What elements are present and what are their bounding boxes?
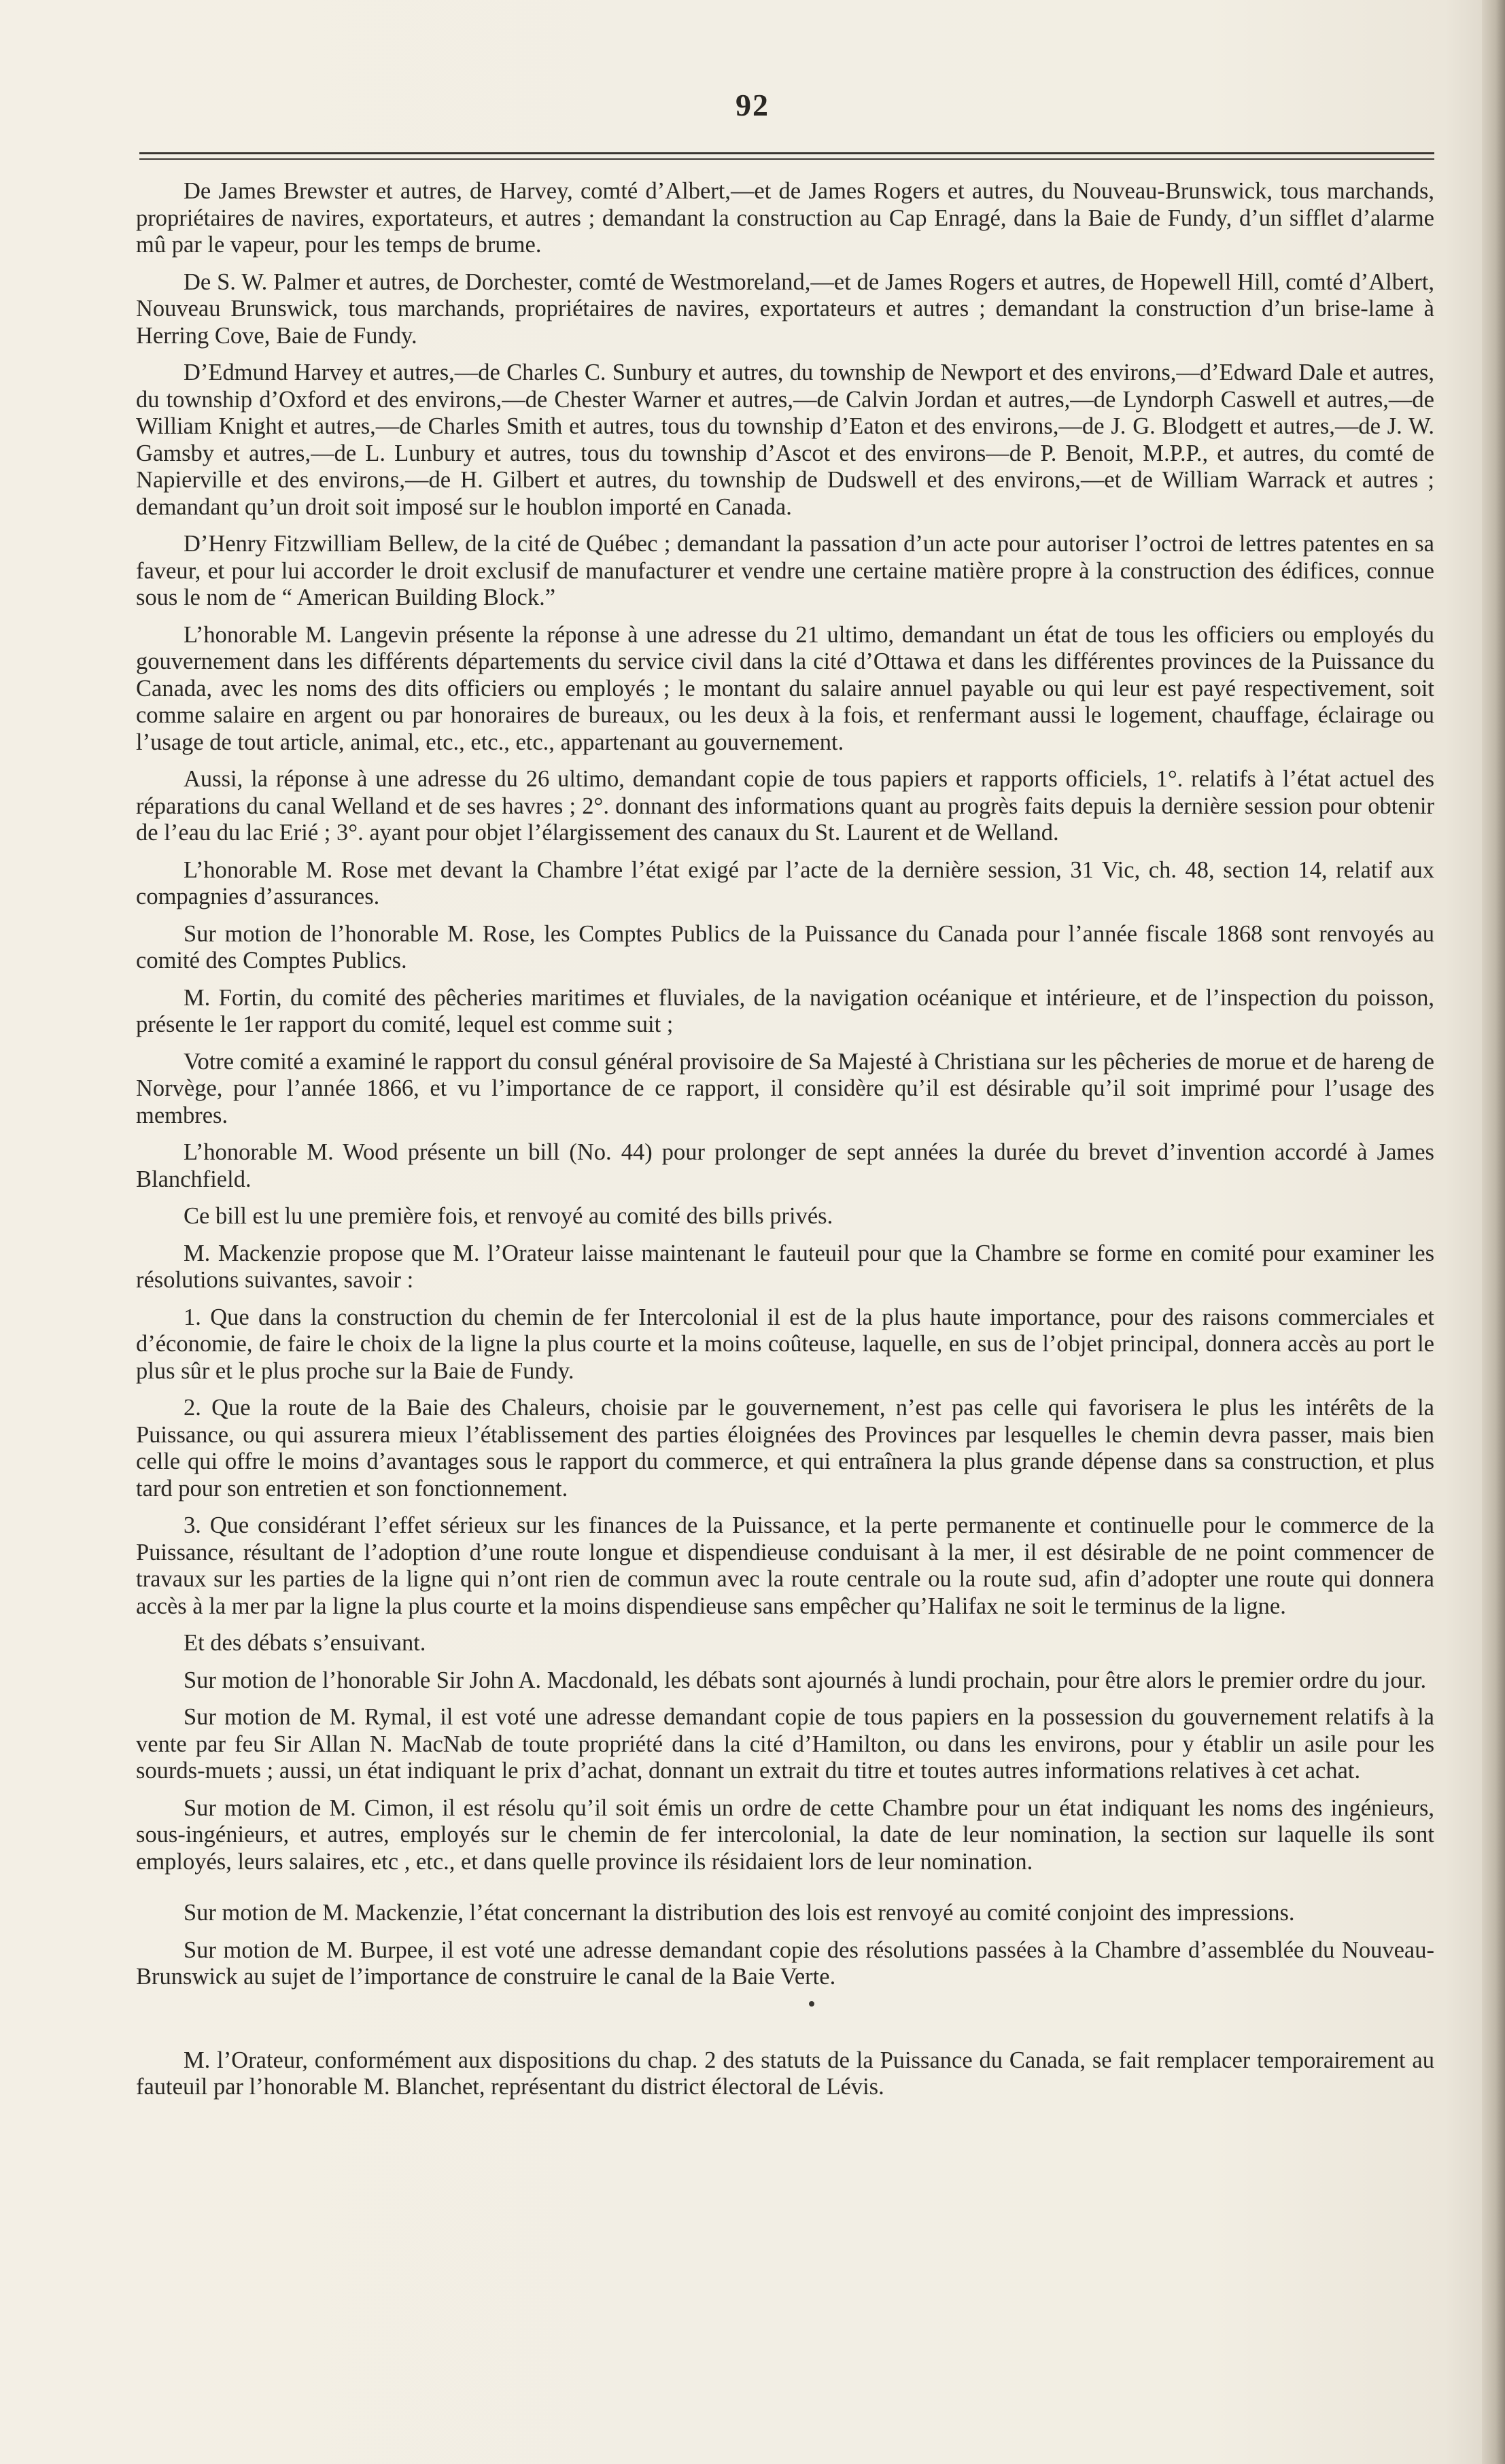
paragraph: L’honorable M. Langevin présente la réponse à une adresse du 21 ultimo, demandant un état de tous les officiers ou employés du gouvernement dans les différents départements du service civil dans la cité d’Ottawa et dans les différentes provinces de la Puissance du Canada, avec les noms des dits officiers ou employés ; le montant du salaire annuel payable ou qui leur est payé respectivement, soit comme salaire en argent ou par honoraires de bureaux, ou les deux à la fois, et renfermant aussi le logement, chauffage, éclairage ou l’usage de tout article, animal, etc., etc., etc., appartenant au gouvernement.	[136, 621, 1434, 755]
resolution-item: 3. Que considérant l’effet sérieux sur les finances de la Puissance, et la perte permanente et continuelle pour le commerce de la Puissance, résultant de l’adoption d’une route longue et dispendieuse conduisant à la mer, il est désirable de ne point commencer de travaux sur les parties de la ligne qui n’ont rien de commun avec la route centrale ou la route sud, afin d’adopter une route qui donnera accès à la mer par la ligne la plus courte et la moins dispendieuse sans empêcher qu’Halifax ne soit le terminus de la ligne.	[136, 1512, 1434, 1619]
page-body	[136, 178, 1434, 2111]
paragraph: M. Mackenzie propose que M. l’Orateur laisse maintenant le fauteuil pour que la Chambre se forme en comité pour examiner les résolutions suivantes, savoir :	[136, 1240, 1434, 1293]
paragraph: M. l’Orateur, conformément aux dispositions du chap. 2 des statuts de la Puissance du Canada, se fait remplacer temporairement au fauteuil par l’honorable M. Blanchet, représentant du district électoral de Lévis.	[136, 2047, 1434, 2100]
paragraph: Votre comité a examiné le rapport du consul général provisoire de Sa Majesté à Christiana sur les pêcheries de morue et de hareng de Norvège, pour l’année 1866, et vu l’importance de ce rapport, il considère qu’il est désirable qu’il soit imprimé pour l’usage des membres.	[136, 1048, 1434, 1128]
paragraph: Sur motion de M. Rymal, il est voté une adresse demandant copie de tous papiers en la possession du gouvernement relatifs à la vente par feu Sir Allan N. MacNab de toute propriété dans la cité d’Hamilton, ou dans les environs, pour y établir un asile pour les sourds-muets ; aussi, un état indiquant le prix d’achat, donnant un extrait du titre et toutes autres informations relatives à cet achat.	[136, 1704, 1434, 1784]
page-number: 92	[736, 88, 769, 122]
paragraph: De James Brewster et autres, de Harvey, comté d’Albert,—et de James Rogers et autres, du Nouveau-Brunswick, tous marchands, propriétaires de navires, exportateurs, et autres ; demandant la construction au Cap Enragé, dans la Baie de Fundy, d’un sifflet d’alarme mû par le vapeur, pour les temps de brume.	[136, 178, 1434, 258]
resolution-item: 2. Que la route de la Baie des Chaleurs, choisie par le gouvernement, n’est pas celle qui favorisera le plus les intérêts de la Puissance, ou qui assurera mieux l’établissement des parties éloignées des Provinces par lesquelles le chemin devra passer, mais bien celle qui offre le moins d’avantages sous le rapport du commerce, et qui entraînera la plus grande dépense dans sa construction, et plus tard pour son entretien et son fonctionnement.	[136, 1395, 1434, 1502]
section-dot	[809, 2001, 814, 2007]
paragraph: D’Henry Fitzwilliam Bellew, de la cité de Québec ; demandant la passation d’un acte pour autoriser l’octroi de lettres patentes en sa faveur, et pour lui accorder le droit exclusif de manufacturer et vendre une certaine matière propre à la construction des édifices, connue sous le nom de “ American Building Block.”	[136, 531, 1434, 610]
paragraph: Et des débats s’ensuivant.	[184, 1630, 426, 1656]
binding-gutter	[1482, 0, 1505, 2464]
paragraph: Sur motion de M. Cimon, il est résolu qu’il soit émis un ordre de cette Chambre pour un état indiquant les noms des ingénieurs, sous-ingénieurs, et autres, employés sur le chemin de fer intercolonial, la date de leur nomination, la section sur laquelle ils sont employés, leurs salaires, etc , etc., et dans quelle province ils résidaient lors de leur nomination.	[136, 1794, 1434, 1875]
resolution-item: 1. Que dans la construction du chemin de fer Intercolonial il est de la plus haute importance, pour des raisons commerciales et d’économie, de faire le choix de la ligne la plus courte et la moins coûteuse, laquelle, en sus de l’objet principal, donnera accès au port le plus sûr et le plus proche sur la Baie de Fundy.	[136, 1304, 1434, 1384]
paragraph: Sur motion de M. Burpee, il est voté une adresse demandant copie des résolutions passées à la Chambre d’assemblée du Nouveau-Brunswick au sujet de l’importance de construire le canal de la Baie Verte.	[136, 1937, 1434, 1990]
paragraph: D’Edmund Harvey et autres,—de Charles C. Sunbury et autres, du township de Newport et des environs,—d’Edward Dale et autres, du township d’Oxford et des environs,—de Chester Warner et autres,—de Calvin Jordan et autres,—de Lyndorph Caswell et autres,—de William Knight et autres,—de Charles Smith et autres, tous du township d’Eaton et des environs,—de J. G. Blodgett et autres,—de J. W. Gamsby et autres,—de L. Lunbury et autres, tous du township d’Ascot et des environs—de P. Benoit, M.P.P., et autres, du comté de Napierville et des environs,—de H. Gilbert et autres, du township de Dudswell et des environs,—et de William Warrack et autres ; demandant qu’un droit soit imposé sur le houblon importé en Canada.	[136, 360, 1434, 520]
paragraph: De S. W. Palmer et autres, de Dorchester, comté de Westmoreland,—et de James Rogers et autres, de Hopewell Hill, comté d’Albert, Nouveau Brunswick, tous marchands, propriétaires de navires, exportateurs et autres ; demandant la construction d’un brise-lame à Herring Cove, Baie de Fundy.	[136, 268, 1434, 349]
paragraph: Ce bill est lu une première fois, et renvoyé au comité des bills privés.	[184, 1203, 833, 1229]
paragraph: Sur motion de l’honorable M. Rose, les Comptes Publics de la Puissance du Canada pour l’année fiscale 1868 sont renvoyés au comité des Comptes Publics.	[136, 920, 1434, 973]
paragraph: Sur motion de l’honorable Sir John A. Macdonald, les débats sont ajournés à lundi prochain, pour être alors le premier ordre du jour.	[184, 1667, 1427, 1693]
paragraph: L’honorable M. Rose met devant la Chambre l’état exigé par l’acte de la dernière session, 31 Vic, ch. 48, section 14, relatif aux compagnies d’assurances.	[136, 856, 1434, 909]
paragraph: Aussi, la réponse à une adresse du 26 ultimo, demandant copie de tous papiers et rapports officiels, 1°. relatifs à l’état actuel des réparations du canal Welland et de ses havres ; 2°. donnant des informations quant au progrès faits depuis la dernière session pour obtenir de l’eau du lac Erié ; 3°. ayant pour objet l’élargissement des canaux du St. Laurent et de Welland.	[136, 766, 1434, 846]
paragraph: Sur motion de M. Mackenzie, l’état concernant la distribution des lois est renvoyé au comité conjoint des impressions.	[184, 1900, 1295, 1926]
paragraph: M. Fortin, du comité des pêcheries maritimes et fluviales, de la navigation océanique et intérieure, et de l’inspection du poisson, présente le 1er rapport du comité, lequel est comme suit ;	[136, 984, 1434, 1037]
header-rule	[139, 152, 1434, 154]
header-rule-thin	[139, 158, 1434, 160]
paragraph: L’honorable M. Wood présente un bill (No. 44) pour prolonger de sept années la durée du brevet d’invention accordé à James Blanchfield.	[136, 1139, 1434, 1192]
